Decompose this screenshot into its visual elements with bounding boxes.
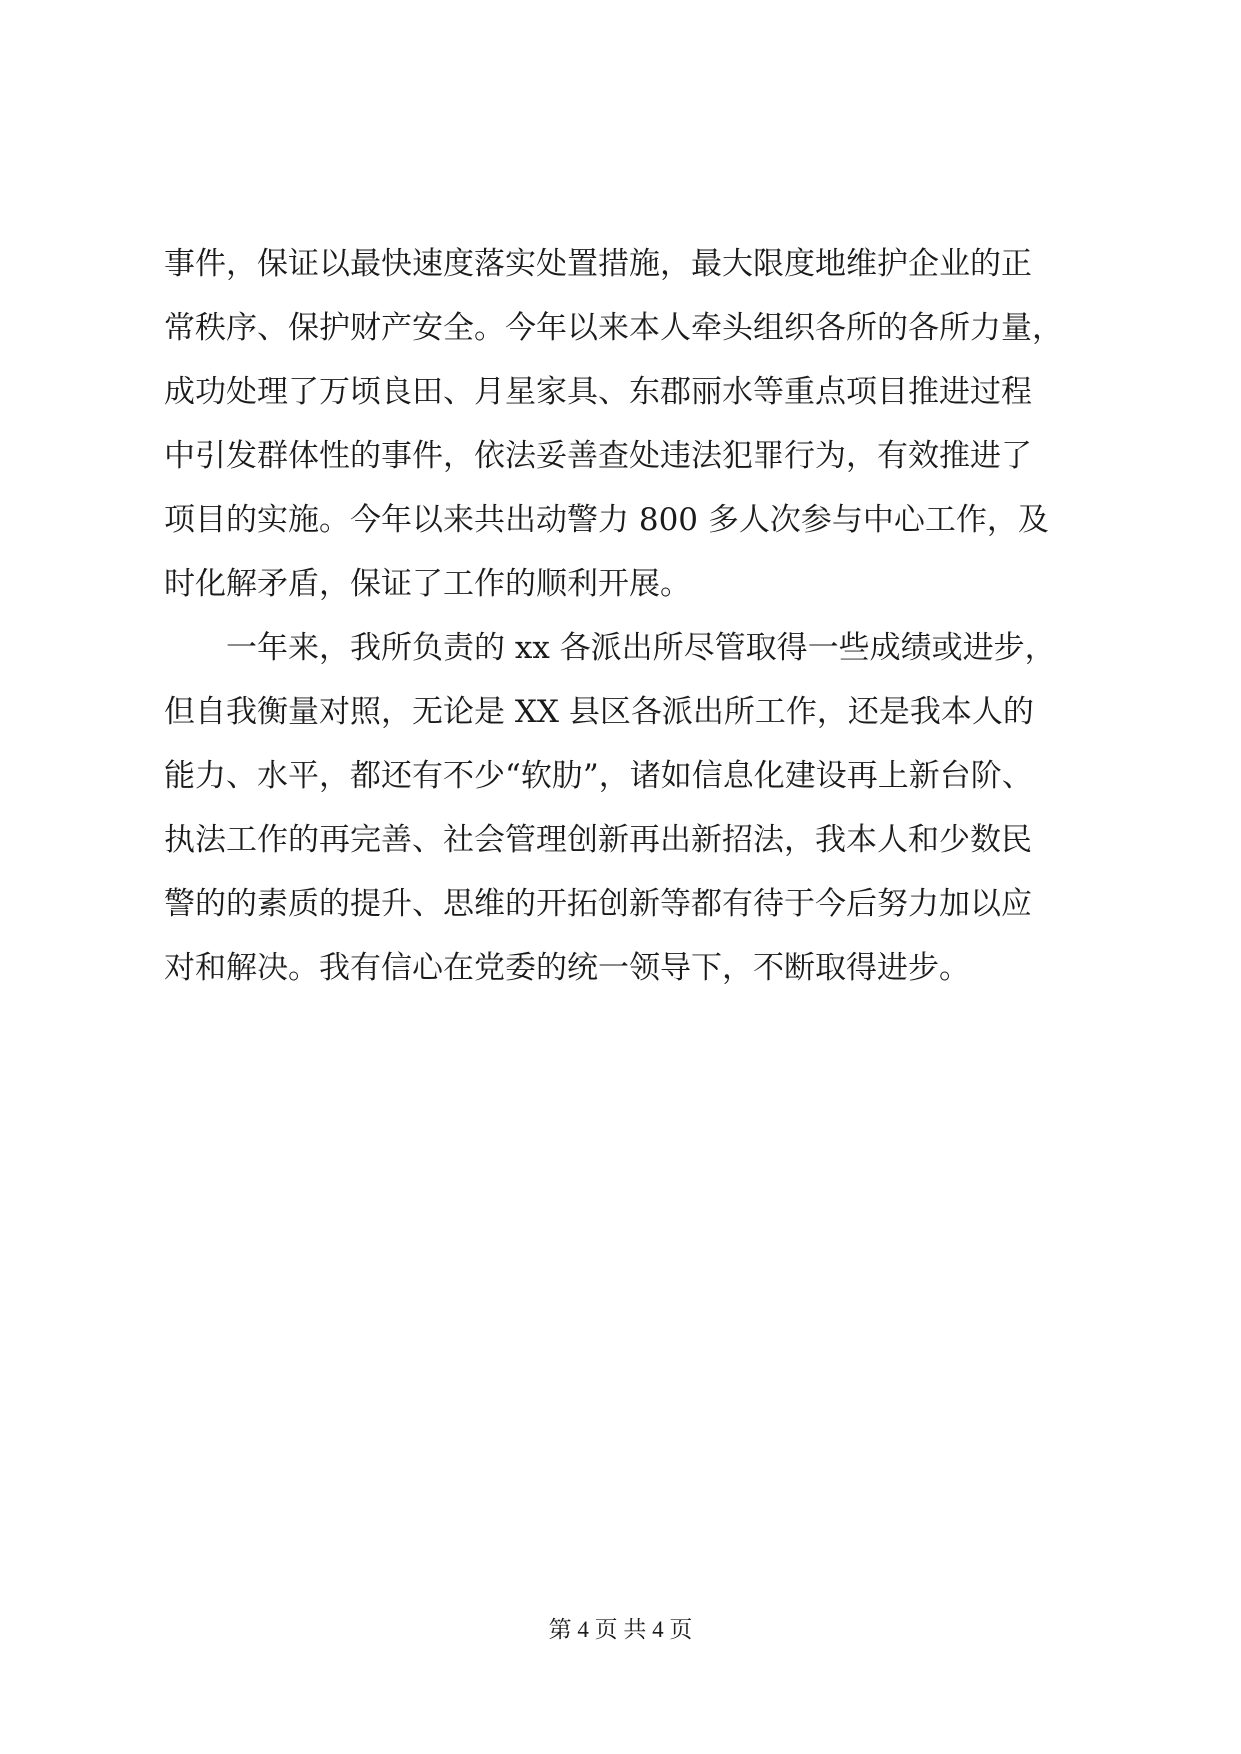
paragraph-2-line-2: 但自我衡量对照，无论是 XX 县区各派出所工作，还是我本人的 <box>164 694 1034 730</box>
paragraph-1-line-5: 项目的实施。今年以来共出动警力 800 多人次参与中心工作，及 <box>164 502 1049 538</box>
document-body <box>164 232 1094 1000</box>
paragraph-1-line-2: 常秩序、保护财产安全。今年以来本人牵头组织各所的各所力量， <box>164 310 1063 346</box>
paragraph-1-line-3: 成功处理了万顷良田、月星家具、东郡丽水等重点项目推进过程 <box>164 374 1032 410</box>
paragraph-1-line-6: 时化解矛盾，保证了工作的顺利开展。 <box>164 566 691 602</box>
paragraph-2-line-3: 能力、水平，都还有不少“软肋”，诸如信息化建设再上新台阶、 <box>164 758 1033 794</box>
paragraph-2-line-1: 一年来，我所负责的 xx 各派出所尽管取得一些成绩或进步， <box>226 630 1056 666</box>
paragraph-1-line-1: 事件，保证以最快速度落实处置措施，最大限度地维护企业的正 <box>164 246 1032 282</box>
page-number-footer: 第 4 页 共 4 页 <box>548 1617 693 1642</box>
paragraph-1-line-4: 中引发群体性的事件，依法妥善查处违法犯罪行为，有效推进了 <box>164 438 1032 474</box>
paragraph-2-line-5: 警的的素质的提升、思维的开拓创新等都有待于今后努力加以应 <box>164 886 1032 922</box>
paragraph-2-line-6: 对和解决。我有信心在党委的统一领导下，不断取得进步。 <box>164 950 970 986</box>
paragraph-2-line-4: 执法工作的再完善、社会管理创新再出新招法，我本人和少数民 <box>164 822 1032 858</box>
